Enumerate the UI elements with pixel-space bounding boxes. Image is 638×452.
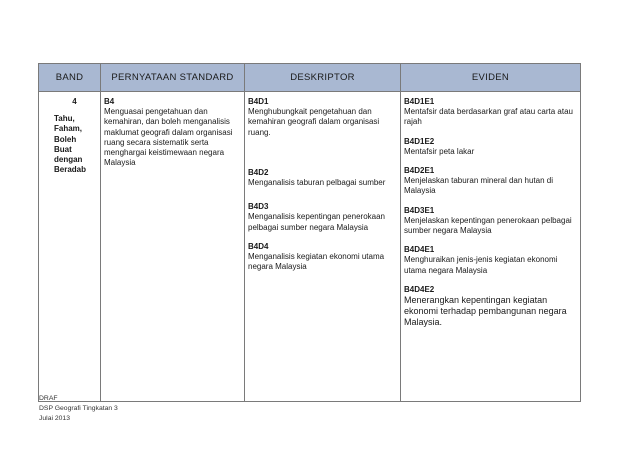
eviden-item	[404, 166, 577, 197]
deskriptor-code: B4D4	[248, 241, 269, 251]
tema-word: dengan	[54, 155, 83, 165]
band-tema	[42, 114, 97, 175]
eviden-text: Mentafsir data berdasarkan graf atau carta atau rajah	[404, 107, 573, 127]
deskriptor-code: B4D1	[248, 97, 269, 106]
deskriptor-code: B4D3	[248, 202, 269, 212]
standard-performance-table	[38, 63, 581, 402]
table-header-row	[39, 64, 581, 92]
band-cell	[39, 92, 101, 402]
deskriptor-cell	[245, 92, 401, 402]
eviden-code: B4D1E2	[404, 136, 435, 146]
tema-word: Tahu,	[54, 114, 75, 124]
deskriptor-code: B4D2	[248, 167, 269, 177]
tema-word: Boleh	[54, 134, 77, 144]
eviden-code: B4D4E1	[404, 245, 435, 255]
header-band: BAND	[39, 64, 101, 92]
document-footer	[39, 394, 118, 425]
standard-cell	[101, 92, 245, 402]
deskriptor-item	[248, 242, 397, 273]
eviden-text: Menjelaskan taburan mineral dan hutan di Malaysia	[404, 176, 553, 196]
eviden-item	[404, 137, 577, 157]
eviden-code: B4D3E1	[404, 205, 435, 215]
eviden-item	[404, 285, 577, 329]
footer-date: Julai 2013	[39, 415, 70, 423]
eviden-text: Menjelaskan kepentingan penerokaan pelbagai sumber negara Malaysia	[404, 215, 572, 236]
tema-word: Faham,	[54, 124, 83, 134]
header-pernyataan-standard: PERNYATAAN STANDARD	[101, 64, 245, 92]
eviden-text: Mentafsir peta lakar	[404, 146, 475, 156]
eviden-item	[404, 206, 577, 237]
table-row	[39, 92, 581, 402]
eviden-code: B4D2E1	[404, 166, 435, 176]
eviden-code: B4D4E2	[404, 284, 435, 294]
footer-draft-label: DRAF	[39, 395, 58, 402]
deskriptor-item	[248, 202, 397, 233]
eviden-item	[404, 97, 577, 128]
standard-code: B4	[104, 97, 115, 106]
deskriptor-text: Menganalisis kegiatan ekonomi utama negara Malaysia	[248, 252, 385, 272]
deskriptor-text: Menghubungkait pengetahuan dan kemahiran geografi dalam organisasi ruang.	[248, 107, 380, 137]
band-level: 4	[72, 97, 77, 106]
eviden-text: Menghuraikan jenis-jenis kegiatan ekonomi utama negara Malaysia	[404, 255, 558, 275]
header-eviden: EVIDEN	[401, 64, 581, 92]
header-deskriptor: DESKRIPTOR	[245, 64, 401, 92]
deskriptor-text: Menganalisis kepentingan penerokaan pelbagai sumber negara Malaysia	[248, 212, 385, 232]
deskriptor-item	[248, 97, 397, 138]
eviden-code: B4D1E1	[404, 97, 435, 106]
eviden-item	[404, 245, 577, 276]
eviden-text: Menerangkan kepentingan kegiatan ekonomi terhadap pembangunan negara Malaysia.	[404, 295, 567, 328]
footer-document-title: DSP Geografi Tingkatan 3	[39, 405, 118, 413]
tema-word: Buat	[54, 144, 72, 154]
deskriptor-item	[248, 168, 397, 188]
deskriptor-text: Menganalisis taburan pelbagai sumber	[248, 178, 386, 188]
tema-word: Beradab	[54, 165, 87, 175]
standard-text: Menguasai pengetahuan dan kemahiran, dan boleh menganalisis maklumat geografi dalam organisasi ruang secara sistematik serta menghargai keistimewaan negara Malaysia	[104, 107, 233, 168]
eviden-cell	[401, 92, 581, 402]
